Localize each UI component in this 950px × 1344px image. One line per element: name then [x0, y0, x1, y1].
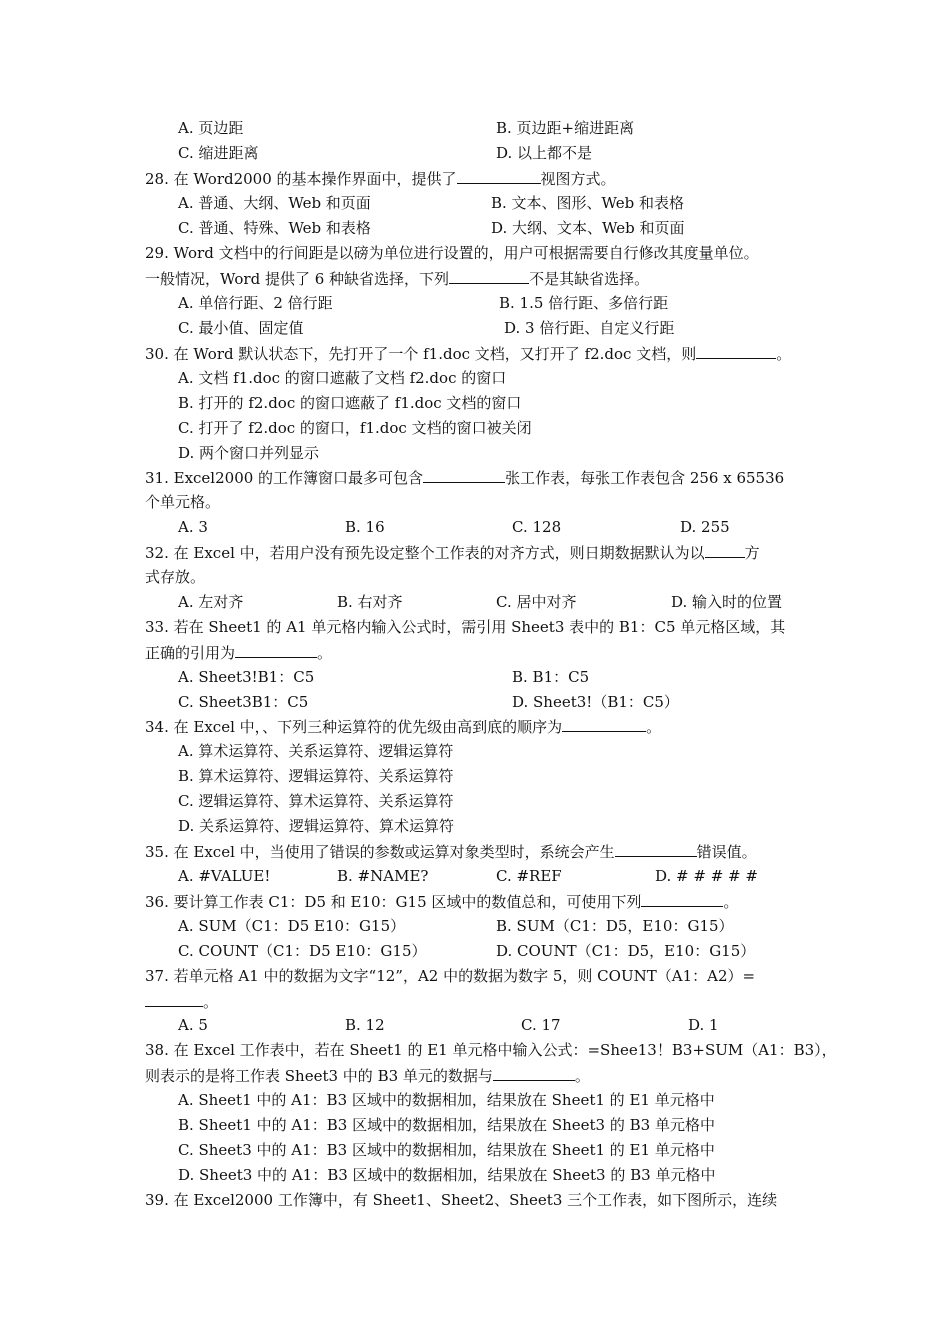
q29-stem-line2-pre: 一般情况，Word 提供了 6 种缺省选择，下列 — [145, 270, 450, 288]
q28-option-b: B. 文本、图形、Web 和表格 — [491, 194, 685, 212]
q34-option-b: B. 算术运算符、逻辑运算符、关系运算符 — [178, 767, 454, 785]
q31-stem-line2: 个单元格。 — [145, 493, 221, 511]
q33-option-b: B. B1：C5 — [512, 668, 590, 686]
q28-stem — [145, 168, 616, 189]
q30-option-a: A. 文档 f1.doc 的窗口遮蔽了文档 f2.doc 的窗口 — [178, 369, 507, 387]
q34-stem-pre: 34. 在 Excel 中，、下列三种运算符的优先级由高到底的顺序为 — [145, 718, 563, 736]
answer-blank — [615, 841, 697, 857]
answer-blank — [493, 1065, 575, 1081]
q37-option-b: B. 12 — [345, 1016, 385, 1034]
q29-option-c: C. 最小值、固定值 — [178, 319, 304, 337]
q39-stem-line1: 39. 在 Excel2000 工作簿中，有 Sheet1、Sheet2、Sheet3 三个工作表，如下图所示，连续 — [145, 1191, 778, 1209]
q34-stem-post: 。 — [646, 718, 662, 736]
q29-option-a: A. 单倍行距、2 倍行距 — [178, 294, 333, 312]
q27-option-d: D. 以上都不是 — [496, 144, 593, 162]
q33-option-d: D. Sheet3!（B1：C5） — [512, 693, 679, 711]
q35-stem — [145, 841, 757, 862]
q33-stem-line2 — [145, 642, 332, 663]
q38-stem-line1: 38. 在 Excel 工作表中，若在 Sheet1 的 E1 单元格中输入公式：=Shee13！B3+SUM（A1：B3）， — [145, 1041, 837, 1059]
q29-stem-line2-post: 不是其缺省选择。 — [529, 270, 650, 288]
q38-option-b: B. Sheet1 中的 A1：B3 区域中的数据相加，结果放在 Sheet3 的 B3 单元格中 — [178, 1116, 715, 1134]
q36-option-a: A. SUM（C1：D5 E10：G15） — [178, 917, 406, 935]
q34-stem — [145, 716, 661, 737]
q29-stem-line2 — [145, 268, 649, 289]
q28-stem-pre: 28. 在 Word2000 的基本操作界面中，提供了 — [145, 170, 457, 188]
q28-stem-post: 视图方式。 — [540, 170, 616, 188]
q38-option-a: A. Sheet1 中的 A1：B3 区域中的数据相加，结果放在 Sheet1 的 E1 单元格中 — [178, 1091, 715, 1109]
q31-option-c: C. 128 — [512, 518, 562, 536]
q30-option-c: C. 打开了 f2.doc 的窗口，f1.doc 文档的窗口被关闭 — [178, 419, 532, 437]
q34-option-d: D. 关系运算符、逻辑运算符、算术运算符 — [178, 817, 455, 835]
q30-option-d: D. 两个窗口并列显示 — [178, 444, 320, 462]
q38-option-c: C. Sheet3 中的 A1：B3 区域中的数据相加，结果放在 Sheet1 的 E1 单元格中 — [178, 1141, 715, 1159]
q34-option-a: A. 算术运算符、关系运算符、逻辑运算符 — [178, 742, 454, 760]
answer-blank — [449, 268, 529, 284]
q35-stem-post: 错误值。 — [696, 843, 757, 861]
q38-stem-line2 — [145, 1065, 590, 1086]
q37-stem-line2-post: 。 — [203, 993, 219, 1011]
q28-option-c: C. 普通、特殊、Web 和表格 — [178, 219, 371, 237]
q27-option-b: B. 页边距+缩进距离 — [496, 119, 635, 137]
q31-option-b: B. 16 — [345, 518, 385, 536]
q32-option-c: C. 居中对齐 — [496, 593, 577, 611]
answer-blank — [235, 642, 317, 658]
q38-stem-line2-post: 。 — [574, 1067, 590, 1085]
q31-option-a: A. 3 — [178, 518, 208, 536]
q37-stem-line2 — [145, 991, 218, 1012]
q35-stem-pre: 35. 在 Excel 中，当使用了错误的参数或运算对象类型时，系统会产生 — [145, 843, 615, 861]
q38-option-d: D. Sheet3 中的 A1：B3 区域中的数据相加，结果放在 Sheet3 的 B3 单元格中 — [178, 1166, 716, 1184]
q33-stem-line2-pre: 正确的引用为 — [145, 644, 236, 662]
answer-blank — [457, 168, 541, 184]
answer-blank — [145, 991, 203, 1007]
q31-option-d: D. 255 — [680, 518, 730, 536]
q28-option-d: D. 大纲、文本、Web 和页面 — [491, 219, 685, 237]
q31-stem — [145, 467, 784, 488]
q37-option-a: A. 5 — [178, 1016, 208, 1034]
q33-stem-line1: 33. 若在 Sheet1 的 A1 单元格内输入公式时，需引用 Sheet3 表中的 B1：C5 单元格区域，其 — [145, 618, 786, 636]
answer-blank — [705, 542, 745, 558]
q30-option-b: B. 打开的 f2.doc 的窗口遮蔽了 f1.doc 文档的窗口 — [178, 394, 522, 412]
q35-option-a: A. #VALUE! — [178, 867, 271, 885]
q32-option-b: B. 右对齐 — [337, 593, 403, 611]
q35-option-b: B. #NAME? — [337, 867, 429, 885]
q36-stem — [145, 891, 738, 912]
answer-blank — [696, 343, 776, 359]
q35-option-c: C. #REF — [496, 867, 562, 885]
answer-blank — [423, 467, 505, 483]
q30-stem — [145, 343, 791, 364]
q29-option-b: B. 1.5 倍行距、多倍行距 — [499, 294, 669, 312]
q36-stem-pre: 36. 要计算工作表 C1：D5 和 E10：G15 区域中的数值总和，可使用下列 — [145, 893, 642, 911]
q32-stem-post: 方 — [744, 544, 760, 562]
q35-option-d: D. # # # # # — [655, 867, 758, 885]
q29-option-d: D. 3 倍行距、自定义行距 — [504, 319, 675, 337]
q31-stem-pre: 31. Excel2000 的工作簿窗口最多可包含 — [145, 469, 424, 487]
q33-stem-line2-post: 。 — [317, 644, 333, 662]
q36-option-b: B. SUM（C1：D5，E10：G15） — [496, 917, 734, 935]
q31-stem-post: 张工作表，每张工作表包含 256 x 65536 — [505, 469, 785, 487]
q32-option-a: A. 左对齐 — [178, 593, 244, 611]
q28-option-a: A. 普通、大纲、Web 和页面 — [178, 194, 371, 212]
answer-blank — [641, 891, 723, 907]
q38-stem-line2-pre: 则表示的是将工作表 Sheet3 中的 B3 单元的数据与 — [145, 1067, 493, 1085]
q30-stem-post: 。 — [776, 345, 792, 363]
q29-stem-line1: 29. Word 文档中的行间距是以磅为单位进行设置的，用户可根据需要自行修改其度量单位。 — [145, 244, 759, 262]
q30-stem-pre: 30. 在 Word 默认状态下，先打开了一个 f1.doc 文档，又打开了 f2.doc 文档，则 — [145, 345, 697, 363]
q27-option-a: A. 页边距 — [178, 119, 244, 137]
q32-option-d: D. 输入时的位置 — [671, 593, 783, 611]
q32-stem-line2: 式存放。 — [145, 568, 206, 586]
q34-option-c: C. 逻辑运算符、算术运算符、关系运算符 — [178, 792, 454, 810]
q37-option-d: D. 1 — [688, 1016, 719, 1034]
q36-stem-post: 。 — [723, 893, 739, 911]
q37-stem-line1: 37. 若单元格 A1 中的数据为文字“12”，A2 中的数据为数字 5，则 COUNT（A1：A2）= — [145, 967, 756, 985]
q37-option-c: C. 17 — [521, 1016, 561, 1034]
q33-option-c: C. Sheet3B1：C5 — [178, 693, 309, 711]
q27-option-c: C. 缩进距离 — [178, 144, 259, 162]
q36-option-c: C. COUNT（C1：D5 E10：G15） — [178, 942, 427, 960]
q32-stem — [145, 542, 760, 563]
q33-option-a: A. Sheet3!B1：C5 — [178, 668, 315, 686]
answer-blank — [562, 716, 646, 732]
q36-option-d: D. COUNT（C1：D5，E10：G15） — [496, 942, 756, 960]
q32-stem-pre: 32. 在 Excel 中，若用户没有预先设定整个工作表的对齐方式，则日期数据默认为以 — [145, 544, 705, 562]
